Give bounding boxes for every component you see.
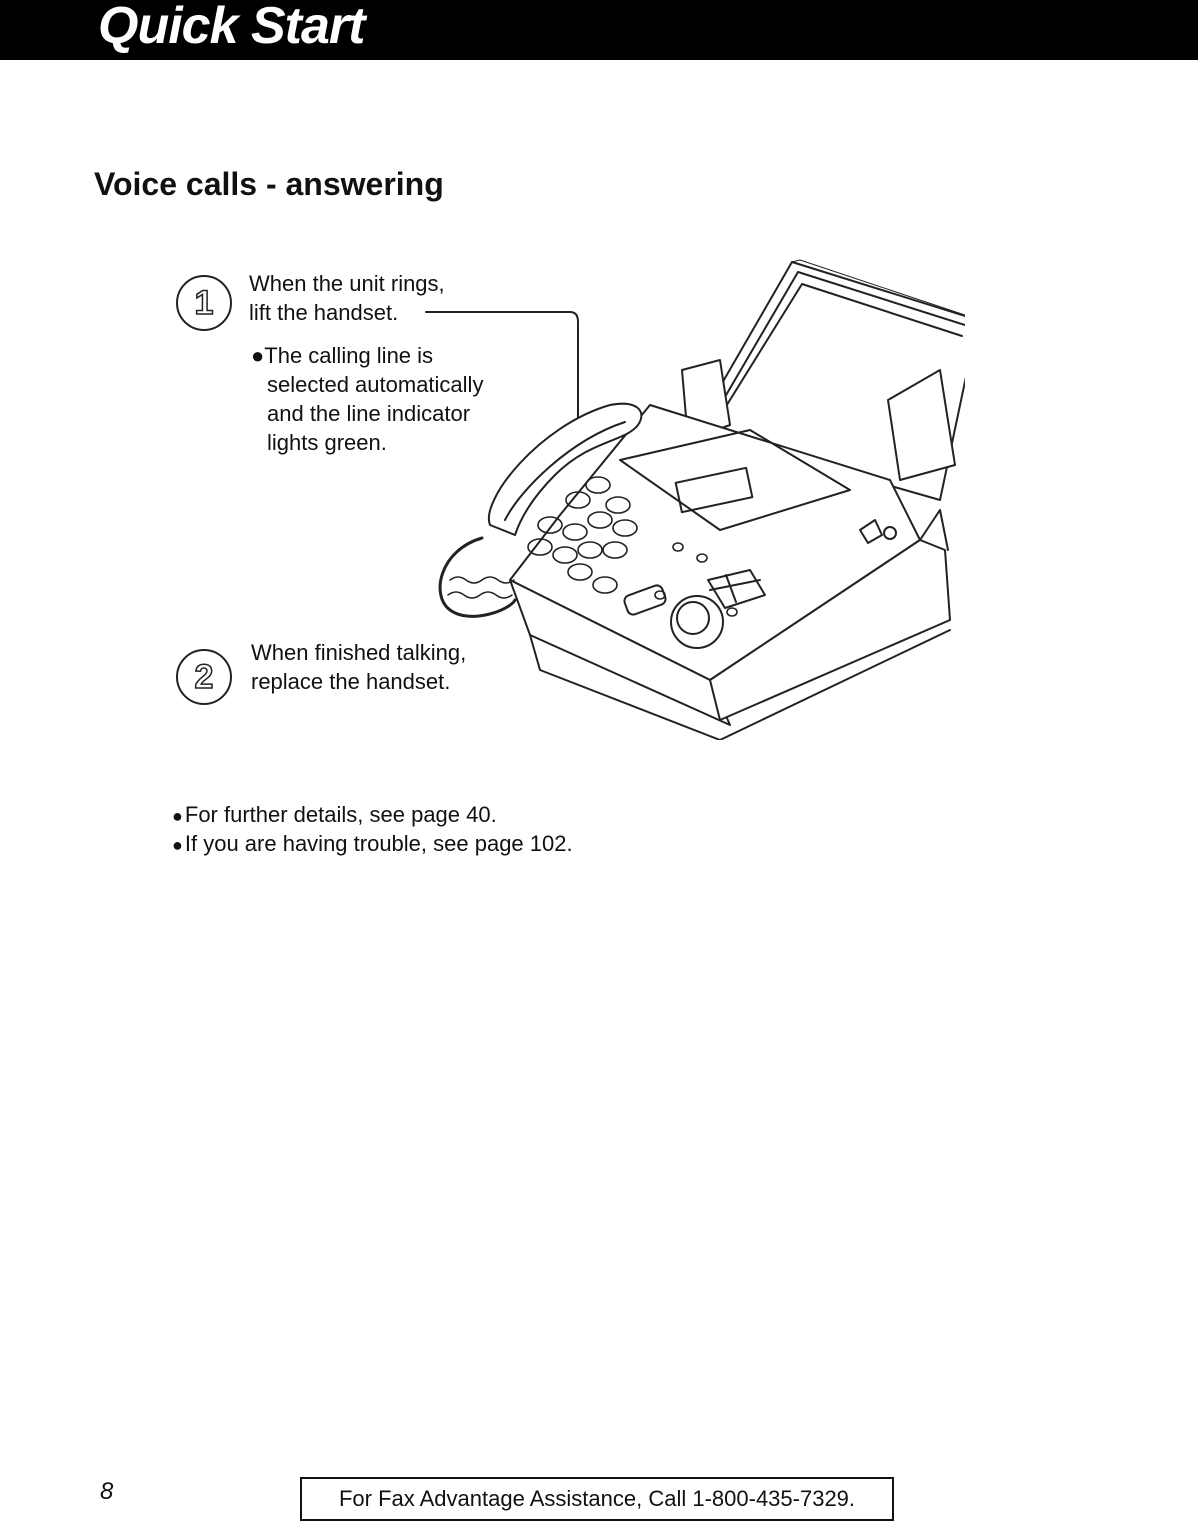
footer-assistance-box: For Fax Advantage Assistance, Call 1-800-435-7329. bbox=[300, 1477, 894, 1521]
page-number: 8 bbox=[100, 1478, 114, 1505]
step-1-note-line-3: and the line indicator bbox=[267, 401, 471, 426]
step-1-note-line-1: ●The calling line is bbox=[251, 343, 434, 368]
step-1-line-1: When the unit rings, bbox=[249, 271, 445, 296]
step-1-line-2: lift the handset. bbox=[249, 300, 399, 325]
bullet-list bbox=[172, 801, 573, 859]
bullet-icon: ● bbox=[172, 806, 183, 826]
step-1-text bbox=[249, 269, 445, 327]
header-title: Quick Start bbox=[98, 0, 365, 55]
bullet-item-2: ●If you are having trouble, see page 102. bbox=[172, 831, 573, 856]
step-1-note-line-4: lights green. bbox=[267, 430, 387, 455]
step-1-number-icon: 1 bbox=[176, 275, 232, 331]
step-1-note-line-2: selected automatically bbox=[267, 372, 484, 397]
step-2-line-2: replace the handset. bbox=[251, 669, 451, 694]
fax-machine-illustration bbox=[420, 250, 965, 740]
step-2-number-icon: 2 bbox=[176, 649, 232, 705]
bullet-item-1: ●For further details, see page 40. bbox=[172, 802, 497, 827]
bullet-icon: ● bbox=[172, 835, 183, 855]
step-2-line-1: When finished talking, bbox=[251, 640, 467, 665]
section-title: Voice calls - answering bbox=[94, 166, 444, 202]
header-bar bbox=[0, 0, 1198, 60]
